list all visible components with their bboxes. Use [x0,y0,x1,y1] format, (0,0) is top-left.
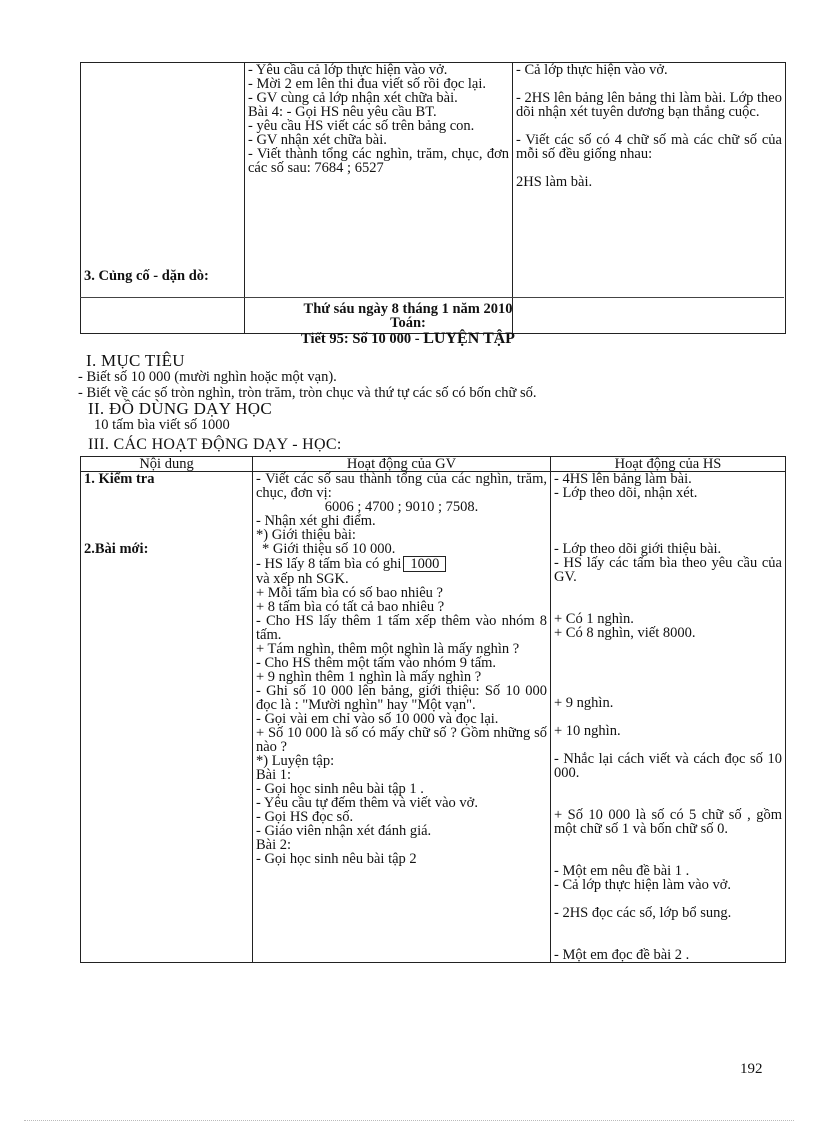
gv-line: và xếp nh SGK. [256,571,349,587]
top-hs-line: - 2HS lên bảng lên bảng thi làm bài. Lớp theo dõi nhận xét tuyên dương bạn thắng cuộc. [516,90,782,120]
hs-line: + 9 nghìn. [554,695,614,711]
gv-line: Bài 1: [256,767,292,783]
gv-line: - Gọi học sinh nêu bài tập 2 [256,851,417,867]
gv-line: + Tám nghìn, thêm một nghìn là mấy nghìn ? [256,641,520,657]
content-column [81,472,253,963]
top-student-cell [513,63,786,334]
table-header-row [81,457,786,472]
gv-line: 6006 ; 4700 ; 9010 ; 7508. [324,499,479,515]
column-header: Hoạt động của GV [253,457,551,472]
activities-title: III. CÁC HOẠT ĐỘNG DẠY - HỌC: [88,436,342,453]
objective-item: - Biết về các số tròn nghìn, tròn trăm, tròn chục và thứ tự các số có bốn chữ số. [78,385,537,401]
gv-line: - Gọi vài em chỉ vào số 10 000 và đọc lại. [256,711,499,727]
top-gv-line: - Mời 2 em lên thi đua viết số rồi đọc lại. [248,76,487,92]
hs-line: - Nhắc lại cách viết và cách đọc số 10 000. [554,751,782,781]
top-hs-line: 2HS làm bài. [516,174,593,190]
page-number: 192 [740,1061,763,1077]
top-gv-line: Bài 4: - Gọi HS nêu yêu cầu BT. [248,104,437,120]
hs-line: - Cả lớp thực hiện làm vào vở. [554,877,732,893]
materials-title: II. ĐỒ DÙNG DẠY HỌC [88,399,273,418]
lesson-title-prefix: Tiết 95: Số 10 000 - [301,331,424,347]
objectives-title: I. MỤC TIÊU [86,351,185,370]
gv-line: - Gọi học sinh nêu bài tập 1 . [256,781,424,797]
lesson-title [0,332,816,346]
gv-line: - Giáo viên nhận xét đánh giá. [256,823,432,839]
top-hs-line: - Viết các số có 4 chữ số mà các chữ số của mỗi số đều giống nhau: [516,132,782,162]
hs-line: - Một em nêu đề bài 1 . [554,863,690,879]
gv-line: - Cho HS thêm một tấm vào nhóm 9 tấm. [256,655,497,671]
hs-line: - 4HS lên bảng làm bài. - Lớp theo dõi, nhận xét. [554,471,698,501]
section-label: 2.Bài mới: [84,541,149,557]
hs-line: + Có 8 nghìn, viết 8000. [554,625,696,641]
top-gv-line: - GV cùng cả lớp nhận xét chữa bài. [248,90,458,106]
hs-line: - 2HS đọc các số, lớp bổ sung. [554,905,732,921]
top-gv-line: - Yêu cầu cả lớp thực hiện vào vở. [248,62,448,78]
hs-line: + Số 10 000 là số có 5 chữ số , gồm một chữ số 1 và bốn chữ số 0. [554,807,782,837]
table-body-row [81,472,786,963]
section-label: 1. Kiểm tra [84,471,155,487]
footer-dotted-line [24,1120,794,1121]
gv-line: - Viết các số sau thành tổng của các nghìn, trăm, chục, đơn vị: [256,471,547,501]
materials-text: 10 tấm bìa viết số 1000 [94,417,230,433]
teacher-column [253,472,551,963]
gv-line: + 8 tấm bìa có tất cả bao nhiêu ? [256,599,445,615]
lesson-title-suffix: LUYỆN TẬP [423,330,515,347]
lesson-subject: Toán: [390,315,426,331]
hs-line: + Có 1 nghìn. [554,611,634,627]
lesson-date: Thứ sáu ngày 8 tháng 1 năm 2010 [303,301,513,317]
gv-line: + 9 nghìn thêm 1 nghìn là mấy nghìn ? [256,669,482,685]
top-gv-line: - GV nhận xét chữa bài. [248,132,387,148]
gv-line: - Cho HS lấy thêm 1 tấm xếp thêm vào nhóm 8 tấm. [256,613,547,643]
hs-line: - Lớp theo dõi giới thiệu bài. [554,541,722,557]
gv-line: - Nhận xét ghi điểm. [256,513,376,529]
gv-line: + Mỗi tấm bìa có số bao nhiêu ? [256,585,443,601]
gv-line: *) Giới thiệu bài: [256,527,356,543]
number-box: 1000 [403,556,446,572]
gv-line [256,556,547,572]
gv-line: + Số 10 000 là số có mấy chữ số ? Gồm những số nào ? [256,725,547,755]
top-teacher-cell [245,63,513,334]
top-table [80,62,786,334]
gv-line: - Yêu cầu tự đếm thêm và viết vào vở. [256,795,478,811]
top-gv-line: - yêu cầu HS viết các số trên bảng con. [248,118,475,134]
hs-line: - Một em đọc đề bài 2 . [554,947,690,963]
gv-line: * Giới thiệu số 10 000. [262,541,396,557]
objective-item: - Biết số 10 000 (mười nghìn hoặc một vạn). [78,369,337,385]
student-column [551,472,786,963]
separator-line [80,297,784,298]
content-label: 3. Củng cố - dặn dò: [84,268,209,284]
gv-line: - Ghi số 10 000 lên bảng, giới thiệu: Số 10 000 đọc là : "Mười nghìn" hay "Một vạn". [256,683,547,713]
hs-line: + 10 nghìn. [554,723,621,739]
top-gv-line: - Viết thành tổng các nghìn, trăm, chục, đơn các số sau: 7684 ; 6527 [248,146,509,176]
gv-line: Bài 2: [256,837,292,853]
column-header: Hoạt động của HS [551,457,786,472]
activities-table [80,456,786,963]
column-header: Nội dung [81,457,253,472]
top-hs-line: - Cả lớp thực hiện vào vở. [516,62,668,78]
hs-line: - HS lấy các tấm bìa theo yêu cầu của GV. [554,555,782,585]
top-content-cell [81,63,245,334]
gv-line: *) Luyện tập: [256,753,335,769]
gv-text: - HS lấy 8 tấm bìa có ghi [256,556,402,572]
gv-line: - Gọi HS đọc số. [256,809,354,825]
